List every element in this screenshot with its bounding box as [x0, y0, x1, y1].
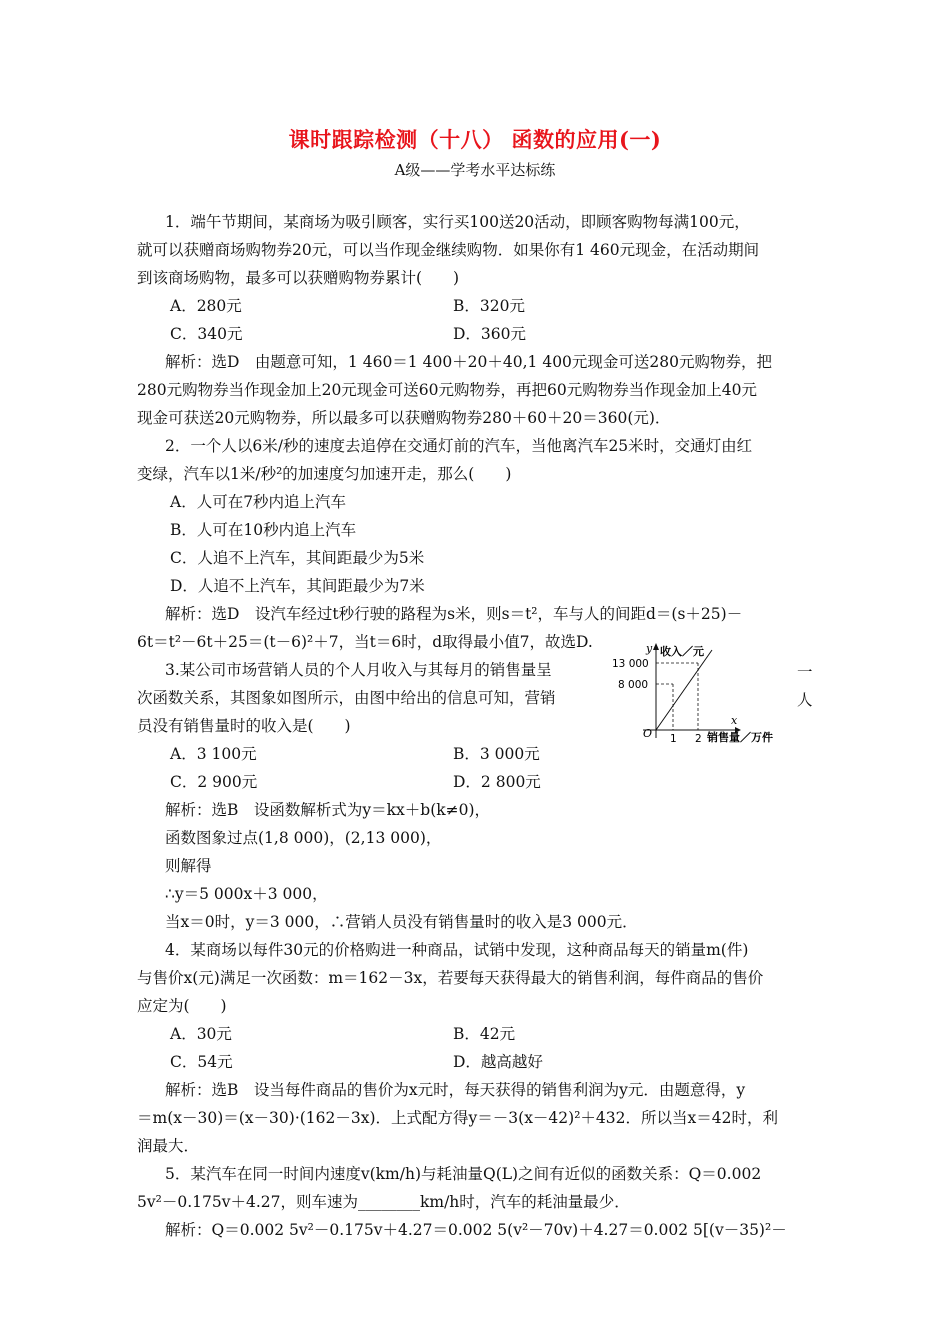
q4-text-line: 应定为( )	[137, 997, 227, 1015]
q1-solution-line: 现金可获送20元购物券，所以最多可以获赠购物券280＋60＋20＝360(元)．	[137, 409, 671, 427]
q3-text-fragment: 一	[797, 663, 813, 681]
q3-text-fragment: 人	[797, 691, 813, 709]
q3-text-line: 3.某公司市场营销人员的个人月收入与其每月的销售量呈	[165, 661, 552, 679]
q4-text-line: 与售价x(元)满足一次函数：m＝162－3x，若要每天获得最大的销售利润，每件商品的售价	[137, 969, 764, 987]
q3-income-graph	[610, 638, 800, 743]
q4-option-c: C．54元	[170, 1053, 233, 1071]
xtick-1: 1	[670, 733, 677, 743]
q4-solution-line: 润最大．	[137, 1137, 200, 1155]
origin-label: O	[643, 727, 653, 740]
q4-option-b: B．42元	[453, 1025, 516, 1043]
q5-text-line: 5v²－0.175v＋4.27，则车速为________km/h时，汽车的耗油量最少．	[137, 1193, 630, 1211]
y-axis-label: 收入／元	[660, 645, 704, 658]
xtick-2: 2	[695, 733, 702, 743]
q3-solution-line: 则解得	[165, 857, 212, 875]
q2-option-d: D．人追不上汽车，其间距最少为7米	[170, 577, 425, 595]
q2-option-a: A．人可在7秒内追上汽车	[170, 493, 347, 511]
q1-text-line: 到该商场购物，最多可以获赠购物券累计( )	[137, 269, 460, 287]
q5-solution-line: 解析：Q＝0.002 5v²－0.175v＋4.27＝0.002 5(v²－70v)＋4.27＝0.002 5[(v－35)²－	[165, 1221, 787, 1239]
q3-text-line: 员没有销售量时的收入是( )	[137, 717, 351, 735]
q3-option-d: D．2 800元	[453, 773, 541, 791]
section-subtitle: A级——学考水平达标练	[394, 161, 556, 179]
q2-solution-line: 解析：选D 设汽车经过t秒行驶的路程为s米，则s＝t²，车与人的间距d＝(s＋25)－	[165, 605, 743, 623]
q3-solution-line: ∴y＝5 000x＋3 000，	[165, 885, 328, 903]
q1-solution-line: 解析：选D 由题意可知，1 460＝1 400＋20＋40,1 400元现金可送280元购物券，把	[165, 353, 773, 371]
q2-option-c: C．人追不上汽车，其间距最少为5米	[170, 549, 425, 567]
q3-option-a: A．3 100元	[170, 745, 257, 763]
q4-option-a: A．30元	[170, 1025, 232, 1043]
q4-solution-line: ＝m(x－30)＝(x－30)·(162－3x)．上式配方得y＝－3(x－42)²＋432．所以当x＝42时，利	[137, 1109, 778, 1127]
q3-option-b: B．3 000元	[453, 745, 540, 763]
q1-option-d: D．360元	[453, 325, 527, 343]
q4-option-d: D．越高越好	[453, 1053, 543, 1071]
q2-text-line: 变绿，汽车以1米/秒²的加速度匀加速开走，那么( )	[137, 465, 512, 483]
q3-solution-line: 当x＝0时，y＝3 000，∴营销人员没有销售量时的收入是3 000元．	[165, 913, 638, 931]
q3-text-line: 次函数关系，其图象如图所示，由图中给出的信息可知，营销	[137, 689, 556, 707]
ytick-8000: 8 000	[618, 679, 649, 691]
q4-text-line: 4．某商场以每件30元的价格购进一种商品，试销中发现，这种商品每天的销量m(件)	[165, 941, 749, 959]
q3-option-c: C．2 900元	[170, 773, 258, 791]
q1-option-c: C．340元	[170, 325, 243, 343]
q3-solution-line: 函数图象过点(1,8 000)，(2,13 000)，	[165, 829, 442, 847]
ytick-13000: 13 000	[612, 658, 649, 670]
q2-solution-line: 6t＝t²－6t＋25＝(t－6)²＋7，当t＝6时，d取得最小值7，故选D.	[137, 633, 593, 651]
page-title: 课时跟踪检测（十八） 函数的应用(一)	[288, 127, 662, 152]
q4-solution-line: 解析：选B 设当每件商品的售价为x元时，每天获得的销售利润为y元．由题意得，y	[165, 1081, 746, 1099]
q1-option-a: A．280元	[170, 297, 242, 315]
q1-solution-line: 280元购物券当作现金加上20元现金可送60元购物券，再把60元购物券当作现金加上40元	[137, 381, 757, 399]
y-axis-arrow	[653, 643, 659, 650]
x-axis-label: 销售量／万件	[707, 731, 773, 743]
income-line	[656, 650, 712, 730]
q1-text-line: 1．端午节期间，某商场为吸引顾客，实行买100送20活动，即顾客购物每满100元，	[165, 213, 750, 231]
q2-option-b: B．人可在10秒内追上汽车	[170, 521, 357, 539]
q3-solution-line: 解析：选B 设函数解析式为y＝kx＋b(k≠0)，	[165, 801, 491, 819]
q1-text-line: 就可以获赠商场购物券20元，可以当作现金继续购物．如果你有1 460元现金，在活动期间	[137, 241, 760, 259]
y-axis-letter: y	[646, 642, 653, 655]
q1-option-b: B．320元	[453, 297, 525, 315]
q2-text-line: 2．一个人以6米/秒的速度去追停在交通灯前的汽车，当他离汽车25米时，交通灯由红	[165, 437, 753, 455]
x-axis-letter: x	[731, 714, 738, 727]
q5-text-line: 5．某汽车在同一时间内速度v(km/h)与耗油量Q(L)之间有近似的函数关系：Q＝0.002	[165, 1165, 762, 1183]
